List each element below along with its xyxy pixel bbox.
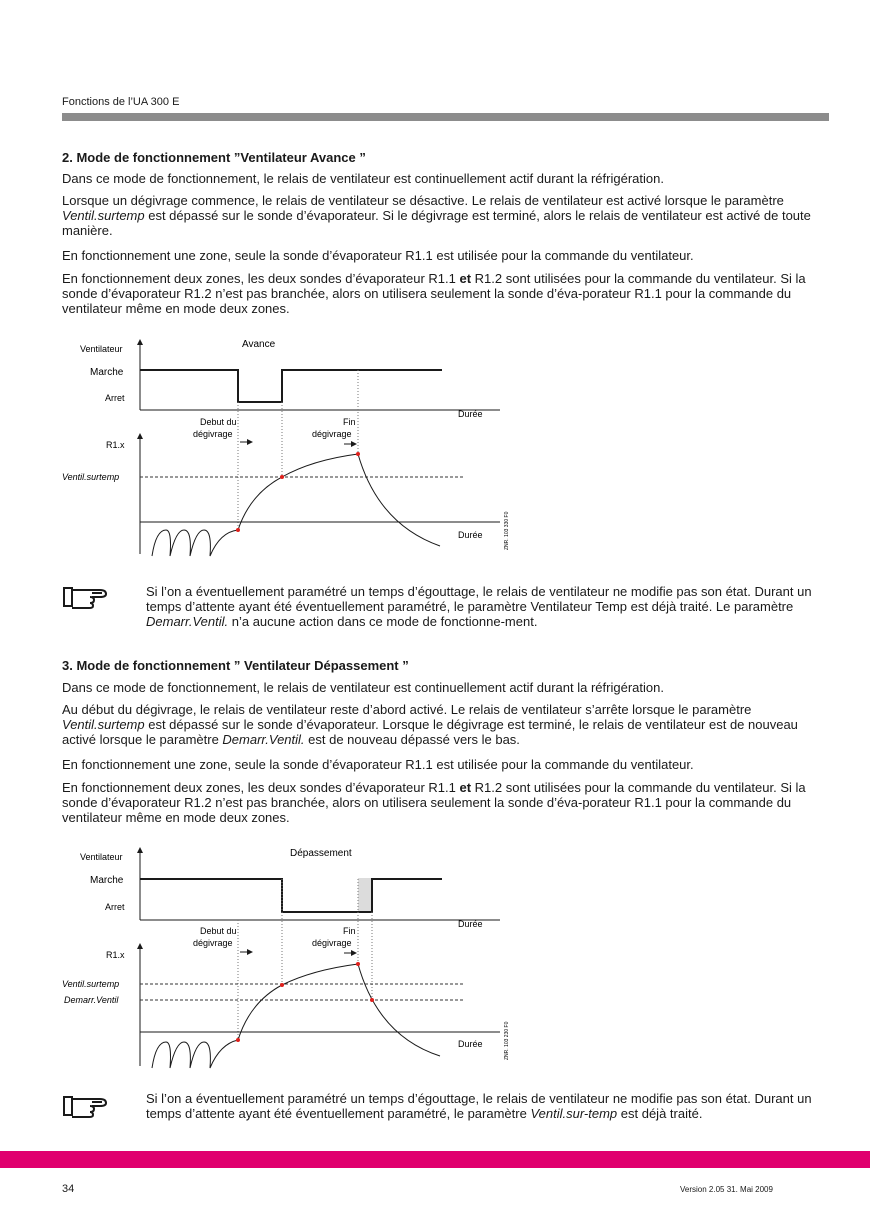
chart-title: Avance <box>242 339 276 350</box>
marker-start <box>236 528 240 532</box>
page-number: 34 <box>62 1183 75 1195</box>
pointing-hand-icon <box>62 584 112 610</box>
off-label: Arret <box>105 902 125 912</box>
defrost-start-label-2: dégivrage <box>193 938 233 948</box>
figure-reference: ZNR. 103 230 F0 <box>504 1021 510 1060</box>
duration-label-top: Durée <box>458 409 483 419</box>
section-2-paragraph-1: Dans ce mode de fonctionnement, le relais de ventilateur est continuellement actif durant la réfrigération. <box>62 171 664 186</box>
defrost-end-label-2: dégivrage <box>312 938 352 948</box>
restart-threshold-label: Demarr.Ventil <box>64 995 119 1005</box>
pointing-hand-icon <box>62 1093 112 1119</box>
version-info: Version 2.05 31. Mai 2009 <box>680 1185 773 1194</box>
section-2-paragraph-2: Lorsque un dégivrage commence, le relais de ventilateur se désactive. Le relais de ventilateur est activé lorsque le paramètre Ventil.surtemp est dépassé sur le sonde d’évaporateur. Si le dégivrage est terminé, alors le relais de ventilateur est activé de toute manière. <box>62 193 811 238</box>
section-2-paragraph-3: En fonctionnement une zone, seule la sonde d’évaporateur R1.1 est utilisée pour la commande du ventilateur. <box>62 248 694 263</box>
temp-axis-label: R1.x <box>106 440 125 450</box>
temperature-curve <box>152 454 440 556</box>
duration-label-top: Durée <box>458 919 483 929</box>
defrost-end-label-1: Fin <box>343 926 356 936</box>
marker-end <box>356 962 360 966</box>
on-label: Marche <box>90 367 124 378</box>
marker-threshold <box>280 983 284 987</box>
section-2-paragraph-4: En fonctionnement deux zones, les deux sondes d’évaporateur R1.1 et R1.2 sont utilisées pour la commande du ventilateur. Si la sonde d’évaporateur R1.2 n’est pas branchée, alors on utilisera seulement la sonde d’éva-porateur R1.1 pour la commande du ventilateur même en mode deux zones. <box>62 271 806 316</box>
fan-axis-label: Ventilateur <box>80 852 123 862</box>
temp-axis-label: R1.x <box>106 950 125 960</box>
section-3-paragraph-2: Au début du dégivrage, le relais de ventilateur reste d’abord activé. Le relais de ventilateur s’arrête lorsque le paramètre Ventil.surtemp est dépassé sur le sonde d’évaporateur. Lorsque le dégivrage est terminé, le relais de ventilateur est de nouveau activé lorsque le paramètre Demarr.Ventil. est de nouveau dépassé vers le bas. <box>62 702 798 747</box>
marker-restart <box>370 998 374 1002</box>
duration-label-bottom: Durée <box>458 530 483 540</box>
marker-end <box>356 452 360 456</box>
defrost-start-label-2: dégivrage <box>193 429 233 439</box>
marker-start <box>236 1038 240 1042</box>
header-title: Fonctions de l’UA 300 E <box>62 96 180 108</box>
chart-depassement <box>60 842 520 1076</box>
on-label: Marche <box>90 875 124 886</box>
note-2: Si l’on a éventuellement paramétré un temps d’égouttage, le relais de ventilateur ne modifie pas son état. Durant un temps d’attente ayant été éventuellement paramétré, le paramètre Ventil.sur-temp est déjà traité. <box>146 1091 812 1121</box>
section-3-paragraph-4: En fonctionnement deux zones, les deux sondes d’évaporateur R1.1 et R1.2 sont utilisées pour la commande du ventilateur. Si la sonde d’évaporateur R1.2 n’est pas branchée, alors on utilisera seulement la sonde d’éva-porateur R1.1 pour la commande du ventilateur même en mode deux zones. <box>62 780 806 825</box>
defrost-start-label-1: Debut du <box>200 926 237 936</box>
section-3-heading: 3. Mode de fonctionnement ” Ventilateur Dépassement ” <box>62 658 409 673</box>
overrun-band <box>358 878 372 912</box>
defrost-start-label-1: Debut du <box>200 417 237 427</box>
chart-title: Dépassement <box>290 848 352 859</box>
chart-avance <box>60 334 520 564</box>
header-rule <box>62 113 829 121</box>
section-3-paragraph-3: En fonctionnement une zone, seule la sonde d’évaporateur R1.1 est utilisée pour la commande du ventilateur. <box>62 757 694 772</box>
section-3-paragraph-1: Dans ce mode de fonctionnement, le relais de ventilateur est continuellement actif durant la réfrigération. <box>62 680 664 695</box>
note-1: Si l’on a éventuellement paramétré un temps d’égouttage, le relais de ventilateur ne modifie pas son état. Durant un temps d’attente ayant été éventuellement paramétré, le paramètre Ventilateur Temp est déjà traité. Le paramètre Demarr.Ventil. n’a aucune action dans ce mode de fonctionne-ment. <box>146 584 812 629</box>
threshold-label: Ventil.surtemp <box>62 472 120 482</box>
figure-reference: ZNR. 103 330 F0 <box>504 511 510 550</box>
section-2-heading: 2. Mode de fonctionnement ”Ventilateur Avance ” <box>62 150 366 165</box>
off-label: Arret <box>105 393 125 403</box>
duration-label-bottom: Durée <box>458 1039 483 1049</box>
defrost-end-label-2: dégivrage <box>312 429 352 439</box>
threshold-label: Ventil.surtemp <box>62 979 120 989</box>
defrost-end-label-1: Fin <box>343 417 356 427</box>
fan-axis-label: Ventilateur <box>80 344 123 354</box>
marker-threshold <box>280 475 284 479</box>
temperature-curve <box>152 964 440 1068</box>
relay-signal <box>140 879 442 912</box>
relay-signal <box>140 370 442 402</box>
footer-band <box>0 1151 870 1168</box>
